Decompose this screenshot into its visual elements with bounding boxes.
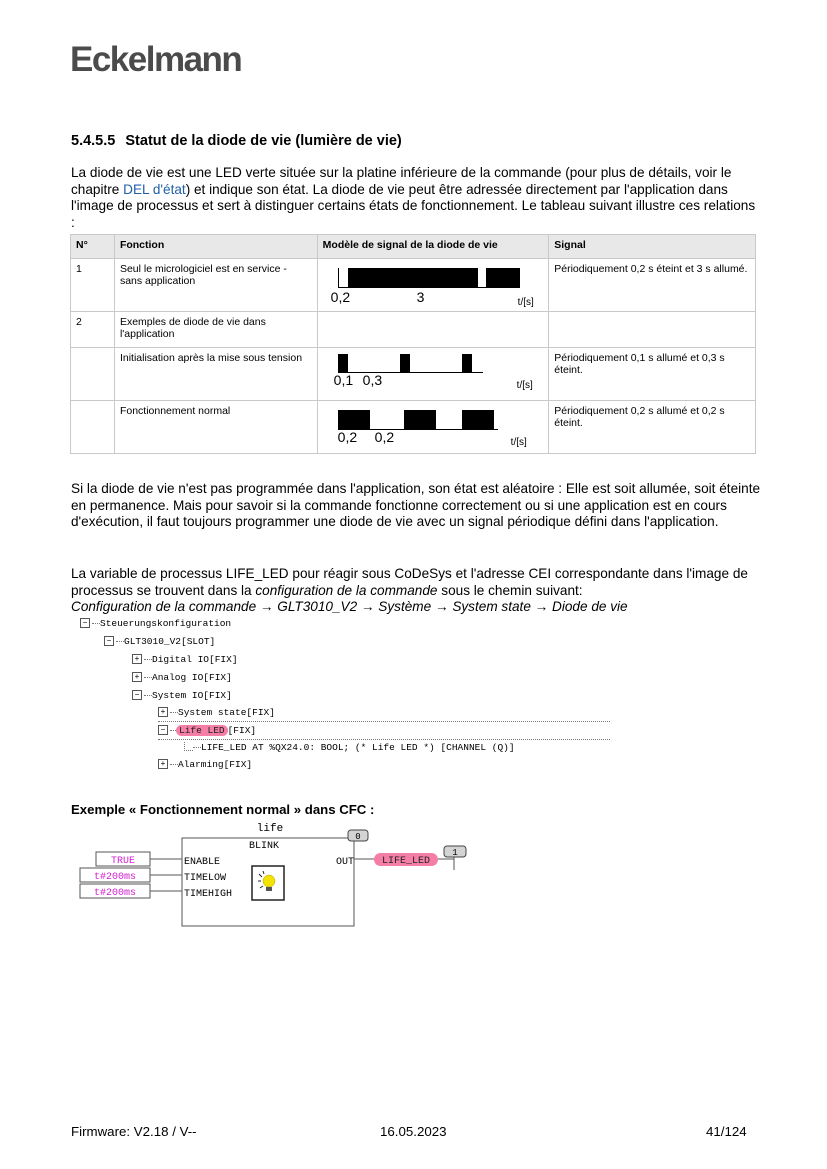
tree-node-slot[interactable]: [104, 636, 215, 650]
wave-low: [338, 429, 498, 430]
header-modele: Modèle de signal de la diode de vie: [317, 235, 549, 259]
expand-icon[interactable]: +: [132, 672, 142, 682]
tree-label: Alarming[FIX]: [178, 759, 253, 770]
section-title: Statut de la diode de vie (lumière de vie): [125, 133, 402, 149]
signal-table: [70, 234, 756, 454]
row-num: 1: [71, 259, 115, 312]
tree-label-suffix: [FIX]: [227, 725, 257, 736]
tree-node-state[interactable]: [158, 707, 610, 722]
input-timehigh: TIMEHIGH: [184, 889, 233, 900]
tree-node-alarming[interactable]: [158, 759, 252, 773]
para3-italic: configuration de la commande: [255, 582, 438, 598]
row-num: [71, 348, 115, 401]
wave-pulse: [462, 410, 494, 429]
cfc-instance-name: life: [256, 823, 284, 835]
collapse-icon[interactable]: −: [132, 690, 142, 700]
input-enable: ENABLE: [184, 857, 221, 868]
wave-pulse: [338, 410, 370, 429]
table-row: [71, 348, 756, 401]
table-header-row: [71, 235, 756, 259]
footer-firmware: Firmware: V2.18 / V--: [71, 1124, 197, 1139]
table-row: [71, 312, 756, 348]
tree-label: System IO[FIX]: [152, 690, 232, 701]
row-fonction: Fonctionnement normal: [114, 401, 317, 454]
header-num: N°: [71, 235, 115, 259]
wave-pulse: [400, 354, 410, 372]
row-signal: Périodiquement 0,2 s allumé et 0,2 s éteint.: [549, 401, 756, 454]
footer-page: 41/124: [706, 1124, 747, 1139]
wave-label-1: 0,2: [337, 429, 358, 445]
tree-node-variable[interactable]: [184, 742, 515, 756]
section-heading: [71, 133, 402, 149]
row-fonction: Seul le micrologiciel est en service - sans application: [114, 259, 317, 312]
wave-pulse: [348, 268, 478, 288]
del-etat-link[interactable]: DEL d'état: [123, 181, 186, 197]
intro-paragraph: [71, 165, 761, 231]
waveform-firmware: [323, 263, 544, 307]
input-timehigh-value: t#200ms: [93, 888, 137, 899]
tree-node-life-led[interactable]: [158, 725, 610, 740]
input-timelow: TIMELOW: [184, 873, 227, 884]
wave-label-1: 0,1: [333, 372, 354, 388]
table-row: [71, 259, 756, 312]
row-num: 2: [71, 312, 115, 348]
row-num: [71, 401, 115, 454]
para3-text-1: La variable de processus LIFE_LED pour réagir sous CoDeSys et l'adresse CEI correspondante dans l'image de processus se trouvent dans la: [71, 566, 748, 598]
tree-node-system[interactable]: [132, 690, 232, 704]
expand-icon[interactable]: +: [132, 654, 142, 664]
tree-label: GLT3010_V2[SLOT]: [124, 636, 216, 647]
life-led-highlight: Life LED: [176, 725, 228, 736]
wave-label-2: 0,2: [374, 429, 395, 445]
input-true-value: TRUE: [110, 856, 136, 867]
tree-label: Digital IO[FIX]: [152, 654, 238, 665]
table-row: [71, 401, 756, 454]
row-waveform: [317, 259, 549, 312]
section-number: 5.4.5.5: [71, 133, 116, 149]
cfc-diagram: [78, 818, 478, 928]
intro-text-1: La diode de vie est une LED verte située sur la platine inférieure de la commande (pour plus de détails, voir le chapitre: [71, 165, 732, 197]
tree-label: System state[FIX]: [178, 707, 275, 718]
collapse-icon[interactable]: −: [104, 636, 114, 646]
collapse-icon[interactable]: −: [158, 725, 168, 735]
row-signal: Périodiquement 0,2 s éteint et 3 s allumé.: [549, 259, 756, 312]
tree-label: LIFE_LED AT %QX24.0: BOOL; (* Life LED *) [CHANNEL (Q)]: [201, 742, 515, 753]
tree-node-root[interactable]: [80, 618, 231, 632]
exec-order-0: 0: [355, 832, 361, 842]
wave-pulse: [404, 410, 436, 429]
wave-unit: t/[s]: [516, 380, 533, 391]
footer-date: 16.05.2023: [380, 1124, 447, 1139]
output-variable: LIFE_LED: [381, 856, 431, 867]
collapse-icon[interactable]: −: [80, 618, 90, 628]
output-out: OUT: [335, 857, 354, 868]
config-tree: [80, 618, 610, 778]
tree-label: Analog IO[FIX]: [152, 672, 232, 683]
row-signal: Périodiquement 0,1 s allumé et 0,3 s éteint.: [549, 348, 756, 401]
waveform-normal: [323, 405, 544, 449]
tree-node-digital[interactable]: [132, 654, 238, 668]
intro-text-2: ) et indique son état. La diode de vie peut être adressée directement par l'application dans l'image de processus et sert à distinguer certains états de fonctionnement. Le tableau suivant illustre ces relations :: [71, 181, 756, 230]
input-timelow-value: t#200ms: [93, 872, 137, 883]
wave-label-2: 3: [416, 289, 425, 305]
wave-unit: t/[s]: [510, 437, 527, 448]
wave-low: [338, 372, 483, 373]
cfc-heading: Exemple « Fonctionnement normal » dans CFC :: [71, 802, 375, 817]
brand-logo: Eckelmann: [70, 40, 242, 79]
tree-label: Steuerungskonfiguration: [100, 618, 232, 629]
wave-low: [338, 287, 348, 288]
tree-node-analog[interactable]: [132, 672, 232, 686]
waveform-init: [323, 352, 544, 396]
expand-icon[interactable]: +: [158, 707, 168, 717]
header-fonction: Fonction: [114, 235, 317, 259]
exec-order-1: 1: [452, 848, 458, 858]
wave-pulse: [486, 268, 520, 288]
wave-low: [478, 287, 486, 288]
block-type: BLINK: [248, 841, 280, 852]
header-signal: Signal: [549, 235, 756, 259]
wave-unit: t/[s]: [517, 297, 534, 308]
expand-icon[interactable]: +: [158, 759, 168, 769]
row-signal: [549, 312, 756, 348]
row-fonction: Exemples de diode de vie dans l'application: [114, 312, 317, 348]
row-waveform: [317, 348, 549, 401]
para3-text-2: sous le chemin suivant:: [437, 582, 583, 598]
wave-label-2: 0,3: [362, 372, 383, 388]
wave-pulse: [338, 354, 348, 372]
row-waveform: [317, 401, 549, 454]
wave-axis: [338, 268, 339, 288]
wave-pulse: [462, 354, 472, 372]
row-waveform-empty: [317, 312, 549, 348]
config-path: Configuration de la commande → GLT3010_V2 → Système → System state → Diode de vie: [71, 599, 628, 614]
para-random-state: Si la diode de vie n'est pas programmée dans l'application, son état est aléatoire : Elle est soit allumée, soit éteinte en permanence. Mais pour savoir si la commande fonctionne correctement ou si une application est en cours d'exécution, il faut toujours programmer une diode de vie avec un signal périodique défini dans l'application.: [71, 481, 761, 529]
para-process-variable: [71, 566, 761, 616]
wave-label-1: 0,2: [330, 289, 351, 305]
row-fonction: Initialisation après la mise sous tension: [114, 348, 317, 401]
